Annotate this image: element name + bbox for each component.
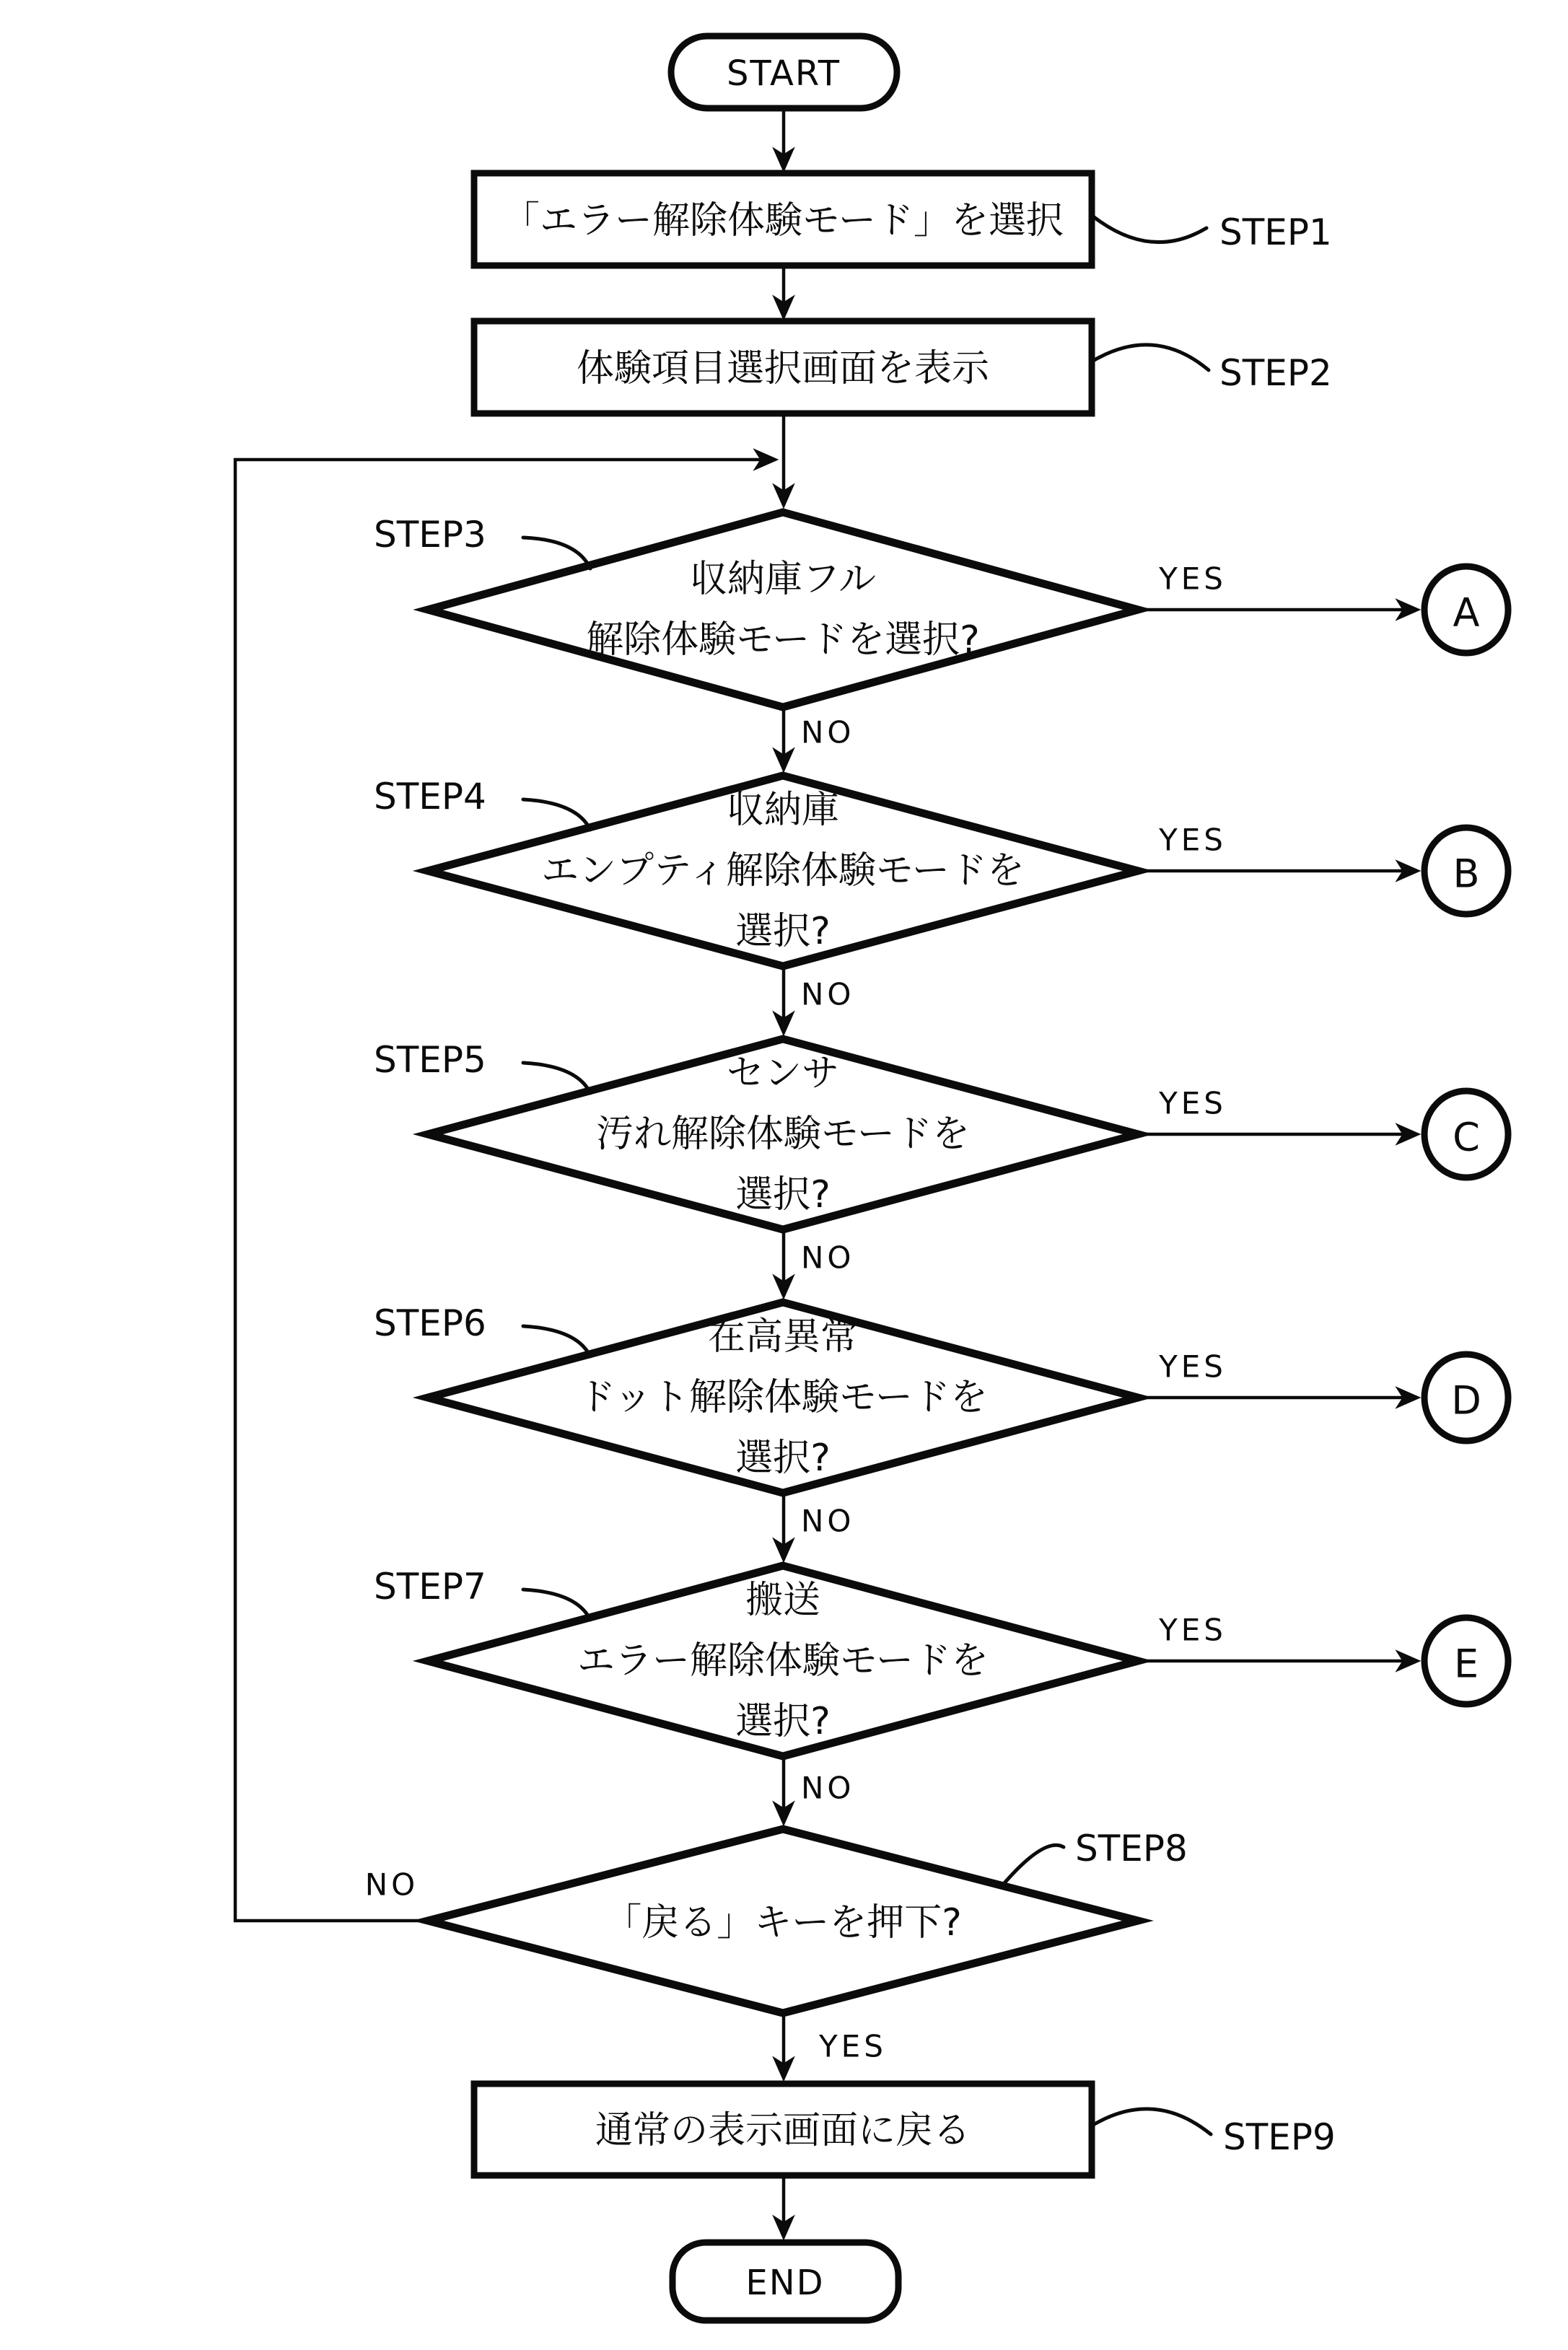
decision-step3-text-line2: 解除体験モードを選択? (586, 618, 980, 662)
step2-leader-line (1093, 345, 1209, 370)
connector-a-label: A (1453, 589, 1480, 636)
decision-step5-text-line3: 選択? (735, 1173, 831, 1216)
step4-yes-label: YES (1159, 822, 1227, 858)
decision-step5-text-line1: センサ (726, 1052, 840, 1095)
step8-ref-label: STEP8 (1075, 1828, 1188, 1869)
step5-yes-label: YES (1159, 1085, 1227, 1121)
step6-leader-line (523, 1326, 590, 1356)
step6-ref-label: STEP6 (374, 1302, 486, 1344)
step9-leader-line (1093, 2109, 1211, 2134)
process-step2-text: 体験項目選択画面を表示 (576, 347, 990, 390)
step4-no-label: NO (801, 976, 855, 1012)
step8-leader-line (1003, 1845, 1064, 1885)
step5-leader-line (523, 1063, 590, 1093)
decision-step4-text-line3: 選択? (735, 910, 831, 953)
decision-step7-text-line3: 選択? (735, 1700, 831, 1743)
decision-step6-text-line3: 選択? (735, 1437, 831, 1480)
step7-no-label: NO (801, 1770, 855, 1806)
step7-yes-label: YES (1159, 1612, 1227, 1648)
step3-ref-label: STEP3 (374, 514, 486, 556)
connector-e-label: E (1453, 1641, 1479, 1687)
decision-step6-text-line2: ドット解除体験モードを (578, 1376, 988, 1419)
decision-step8-text-line1: 「戻る」キーを押下? (604, 1901, 962, 1945)
step5-ref-label: STEP5 (374, 1039, 486, 1081)
connector-b-label: B (1453, 851, 1480, 897)
process-step9-text: 通常の表示画面に戻る (595, 2109, 971, 2152)
connector-c-label: C (1453, 1114, 1480, 1160)
step9-ref-label: STEP9 (1223, 2116, 1336, 2158)
step8-no-label: NO (364, 1867, 419, 1903)
step4-ref-label: STEP4 (374, 776, 486, 817)
step6-yes-label: YES (1159, 1349, 1227, 1385)
step1-leader-line (1093, 216, 1206, 242)
step1-ref-label: STEP1 (1219, 211, 1332, 253)
decision-step7-text-line2: エラー解除体験モードを (577, 1639, 989, 1683)
step4-leader-line (523, 799, 590, 830)
end-label: END (745, 2263, 825, 2303)
decision-step4-text-line2: エンプティ解除体験モードを (541, 849, 1025, 893)
step3-yes-label: YES (1159, 561, 1227, 597)
decision-step5-text-line2: 汚れ解除体験モードを (596, 1113, 970, 1156)
step2-ref-label: STEP2 (1219, 352, 1332, 394)
step3-no-label: NO (801, 714, 855, 750)
connector-d-label: D (1451, 1377, 1481, 1424)
step8-yes-label: YES (819, 2028, 887, 2064)
start-label: START (726, 53, 841, 94)
decision-step3-text-line1: 収納庫フル (690, 558, 876, 601)
step7-leader-line (523, 1590, 590, 1620)
step6-no-label: NO (801, 1503, 855, 1539)
decision-step6-text-line1: 在高異常 (707, 1315, 859, 1359)
step5-no-label: NO (801, 1240, 855, 1276)
decision-step7-text-line1: 搬送 (745, 1579, 821, 1622)
decision-step4-text-line1: 収納庫 (726, 789, 840, 832)
process-step1-text: 「エラー解除体験モード」を選択 (502, 199, 1064, 242)
step7-ref-label: STEP7 (374, 1566, 486, 1608)
decision-step3-diamond (428, 512, 1138, 707)
